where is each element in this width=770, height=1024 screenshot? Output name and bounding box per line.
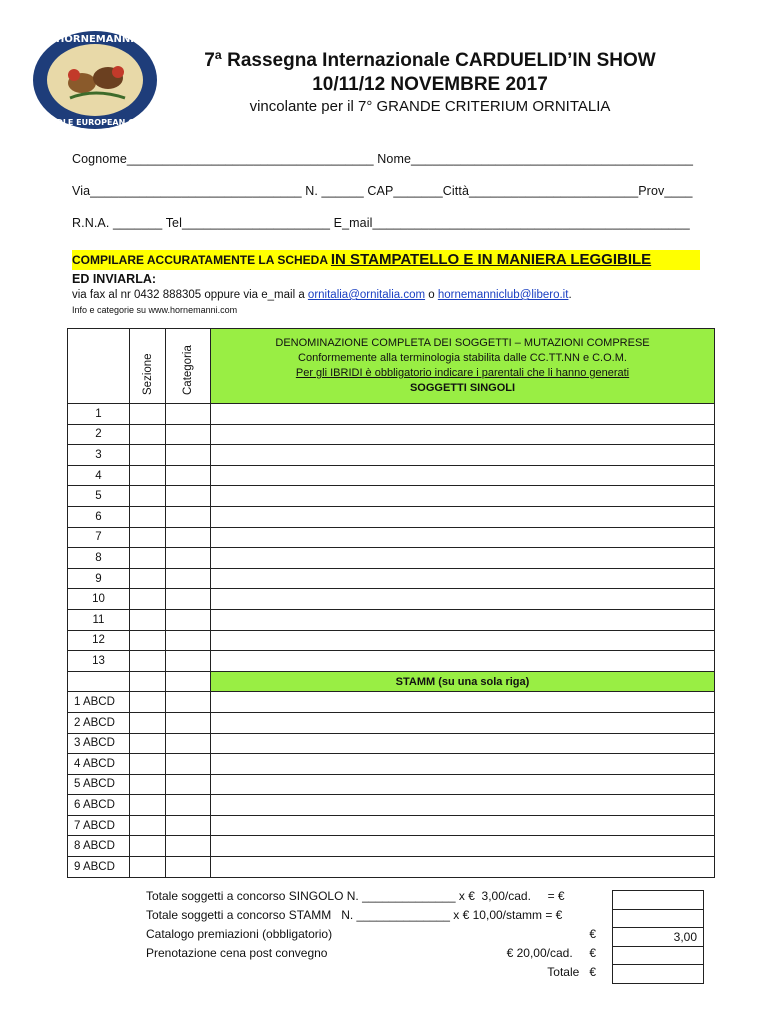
sezione-cell[interactable] <box>130 754 166 775</box>
row-number: 2 <box>68 424 130 445</box>
categoria-cell[interactable] <box>166 754 211 775</box>
table-row <box>68 733 715 754</box>
row-number: 4 ABCD <box>68 754 130 775</box>
sezione-cell[interactable] <box>130 486 166 507</box>
cena-label: Prenotazione cena post convegno <box>146 946 328 960</box>
row-number: 7 <box>68 527 130 548</box>
sezione-label: Sezione <box>141 353 154 395</box>
categoria-cell[interactable] <box>166 774 211 795</box>
row-number: 4 <box>68 465 130 486</box>
row-number: 5 <box>68 486 130 507</box>
table-row <box>68 465 715 486</box>
row-number: 9 ABCD <box>68 857 130 878</box>
description-cell[interactable] <box>211 465 715 486</box>
sezione-cell[interactable] <box>130 609 166 630</box>
categoria-label: Categoria <box>182 345 194 395</box>
row-number: 5 ABCD <box>68 774 130 795</box>
header-categoria <box>166 329 211 404</box>
total-stamm-label: Totale soggetti a concorso STAMM N. ______________ x € 10,00/stamm = € <box>146 908 563 922</box>
stamm-number-header <box>68 671 130 692</box>
categoria-cell[interactable] <box>166 651 211 672</box>
description-cell[interactable] <box>211 630 715 651</box>
logo-text-top: HORNEMANNI <box>56 34 134 45</box>
total-singolo-label: Totale soggetti a concorso SINGOLO N. ______________ x € 3,00/cad. = € <box>146 889 565 903</box>
or-text: o <box>425 289 438 301</box>
categoria-cell[interactable] <box>166 527 211 548</box>
row-number: 2 ABCD <box>68 712 130 733</box>
totale-label: Totale € <box>547 965 596 979</box>
row-number: 7 ABCD <box>68 815 130 836</box>
table-row <box>68 857 715 878</box>
table-row <box>68 795 715 816</box>
header-description <box>211 329 715 404</box>
description-cell[interactable] <box>211 795 715 816</box>
table-row <box>68 445 715 466</box>
description-cell[interactable] <box>211 506 715 527</box>
instructions-send: ED INVIARLA: <box>72 272 157 286</box>
description-cell[interactable] <box>211 424 715 445</box>
table-row <box>68 774 715 795</box>
stamm-header-row <box>68 671 715 692</box>
sezione-cell[interactable] <box>130 404 166 425</box>
categoria-cell[interactable] <box>166 815 211 836</box>
info-text: Info e categorie su www.hornemanni.com <box>72 305 238 315</box>
total-singolo-line <box>146 889 606 908</box>
sezione-cell[interactable] <box>130 836 166 857</box>
row-number: 3 ABCD <box>68 733 130 754</box>
instructions-big: IN STAMPATELLO E IN MANIERA LEGGIBILE <box>330 251 652 268</box>
sezione-cell[interactable] <box>130 568 166 589</box>
categoria-cell[interactable] <box>166 712 211 733</box>
entries-table <box>67 328 715 878</box>
categoria-cell[interactable] <box>166 733 211 754</box>
description-cell[interactable] <box>211 712 715 733</box>
sezione-cell[interactable] <box>130 424 166 445</box>
row-number: 1 <box>68 404 130 425</box>
desc-line-1: DENOMINAZIONE COMPLETA DEI SOGGETTI – MUTAZIONI COMPRESE <box>275 337 650 349</box>
table-header-row <box>68 329 715 404</box>
sezione-cell[interactable] <box>130 630 166 651</box>
form-line-name[interactable]: Cognome___________________________________ Nome________________________________________ <box>72 152 694 166</box>
table-row <box>68 589 715 610</box>
header-number-cell <box>68 329 130 404</box>
box-totale[interactable] <box>613 965 704 984</box>
table-row <box>68 404 715 425</box>
table-row <box>68 754 715 775</box>
box-singolo[interactable] <box>613 891 704 910</box>
row-number: 12 <box>68 630 130 651</box>
description-cell[interactable] <box>211 857 715 878</box>
table-row <box>68 630 715 651</box>
desc-line-2: Conformemente alla terminologia stabilita dalle CC.TT.NN e C.O.M. <box>298 352 627 364</box>
table-row <box>68 548 715 569</box>
dot-text: . <box>568 289 572 301</box>
categoria-cell[interactable] <box>166 445 211 466</box>
totals-boxes <box>612 890 704 984</box>
categoria-cell[interactable] <box>166 795 211 816</box>
row-number: 6 ABCD <box>68 795 130 816</box>
description-cell[interactable] <box>211 404 715 425</box>
row-number: 13 <box>68 651 130 672</box>
description-cell[interactable] <box>211 445 715 466</box>
sezione-cell[interactable] <box>130 795 166 816</box>
row-number: 1 ABCD <box>68 692 130 713</box>
row-number: 3 <box>68 445 130 466</box>
box-stamm[interactable] <box>613 909 704 928</box>
table-row <box>68 815 715 836</box>
sezione-cell[interactable] <box>130 506 166 527</box>
desc-line-3: Per gli IBRIDI è obbligatorio indicare i parentali che li hanno generati <box>295 367 630 379</box>
description-cell[interactable] <box>211 651 715 672</box>
table-row <box>68 506 715 527</box>
table-row <box>68 692 715 713</box>
stamm-label: STAMM (su una sola riga) <box>211 671 715 692</box>
categoria-cell[interactable] <box>166 630 211 651</box>
description-cell[interactable] <box>211 589 715 610</box>
categoria-cell[interactable] <box>166 506 211 527</box>
categoria-cell[interactable] <box>166 589 211 610</box>
catalogo-line <box>146 927 606 946</box>
cena-price: € 20,00/cad. € <box>506 946 596 960</box>
event-dates: 10/11/12 NOVEMBRE 2017 <box>312 74 548 95</box>
catalogo-currency: € <box>589 927 596 941</box>
table-row <box>68 609 715 630</box>
logo-text-bottom: MIDDLE EUROPEAN CLUB <box>38 118 152 127</box>
sezione-cell[interactable] <box>130 733 166 754</box>
sezione-cell[interactable] <box>130 465 166 486</box>
table-row <box>68 568 715 589</box>
sezione-cell[interactable] <box>130 548 166 569</box>
instructions-small: COMPILARE ACCURATAMENTE LA SCHEDA <box>72 253 331 267</box>
sezione-cell[interactable] <box>130 815 166 836</box>
table-row <box>68 527 715 548</box>
page-title: 7ª Rassegna Internazionale CARDUELID’IN SHOW <box>204 50 656 71</box>
email-link-hornemanni[interactable]: hornemanniclub@libero.it <box>437 289 569 301</box>
sezione-cell[interactable] <box>130 774 166 795</box>
categoria-cell[interactable] <box>166 486 211 507</box>
row-number: 10 <box>68 589 130 610</box>
instructions-highlight <box>72 250 700 270</box>
categoria-cell[interactable] <box>166 465 211 486</box>
description-cell[interactable] <box>211 609 715 630</box>
catalogo-label: Catalogo premiazioni (obbligatorio) <box>146 927 333 941</box>
description-cell[interactable] <box>211 733 715 754</box>
categoria-cell[interactable] <box>166 836 211 857</box>
totale-line <box>146 965 606 984</box>
description-cell[interactable] <box>211 486 715 507</box>
categoria-cell[interactable] <box>166 404 211 425</box>
sezione-cell[interactable] <box>130 712 166 733</box>
box-cena[interactable] <box>613 946 704 965</box>
description-cell[interactable] <box>211 527 715 548</box>
sezione-cell[interactable] <box>130 692 166 713</box>
table-row <box>68 651 715 672</box>
description-cell[interactable] <box>211 836 715 857</box>
row-number: 9 <box>68 568 130 589</box>
singoli-label: SOGGETTI SINGOLI <box>409 382 516 394</box>
categoria-cell[interactable] <box>166 548 211 569</box>
form-line-contact[interactable]: R.N.A. _______ Tel_____________________ E_mail_____________________________________________ <box>72 216 690 230</box>
sezione-cell[interactable] <box>130 857 166 878</box>
email-link-ornitalia[interactable]: ornitalia@ornitalia.com <box>307 289 426 301</box>
table-row <box>68 424 715 445</box>
table-row <box>68 836 715 857</box>
description-cell[interactable] <box>211 815 715 836</box>
row-number: 6 <box>68 506 130 527</box>
categoria-cell[interactable] <box>166 692 211 713</box>
sezione-cell[interactable] <box>130 651 166 672</box>
instructions-contacts <box>72 289 572 301</box>
table-row <box>68 712 715 733</box>
sezione-cell[interactable] <box>130 589 166 610</box>
categoria-cell[interactable] <box>166 568 211 589</box>
description-cell[interactable] <box>211 548 715 569</box>
cena-line <box>146 946 606 965</box>
club-logo <box>30 28 160 132</box>
row-number: 11 <box>68 609 130 630</box>
stamm-categoria-header <box>166 671 211 692</box>
stamm-sezione-header <box>130 671 166 692</box>
sezione-cell[interactable] <box>130 527 166 548</box>
description-cell[interactable] <box>211 568 715 589</box>
box-catalogo[interactable]: 3,00 <box>613 928 704 947</box>
description-cell[interactable] <box>211 774 715 795</box>
fax-text: via fax al nr 0432 888305 oppure via e_mail a <box>72 289 308 301</box>
header-sezione <box>130 329 166 404</box>
total-stamm-line <box>146 908 606 927</box>
row-number: 8 <box>68 548 130 569</box>
categoria-cell[interactable] <box>166 609 211 630</box>
categoria-cell[interactable] <box>166 857 211 878</box>
description-cell[interactable] <box>211 754 715 775</box>
row-number: 8 ABCD <box>68 836 130 857</box>
table-row <box>68 486 715 507</box>
categoria-cell[interactable] <box>166 424 211 445</box>
description-cell[interactable] <box>211 692 715 713</box>
form-line-address[interactable]: Via______________________________ N. ______ CAP_______Città________________________Prov____ <box>72 184 693 198</box>
page-subtitle: vincolante per il 7° GRANDE CRITERIUM ORNITALIA <box>249 98 611 115</box>
sezione-cell[interactable] <box>130 445 166 466</box>
